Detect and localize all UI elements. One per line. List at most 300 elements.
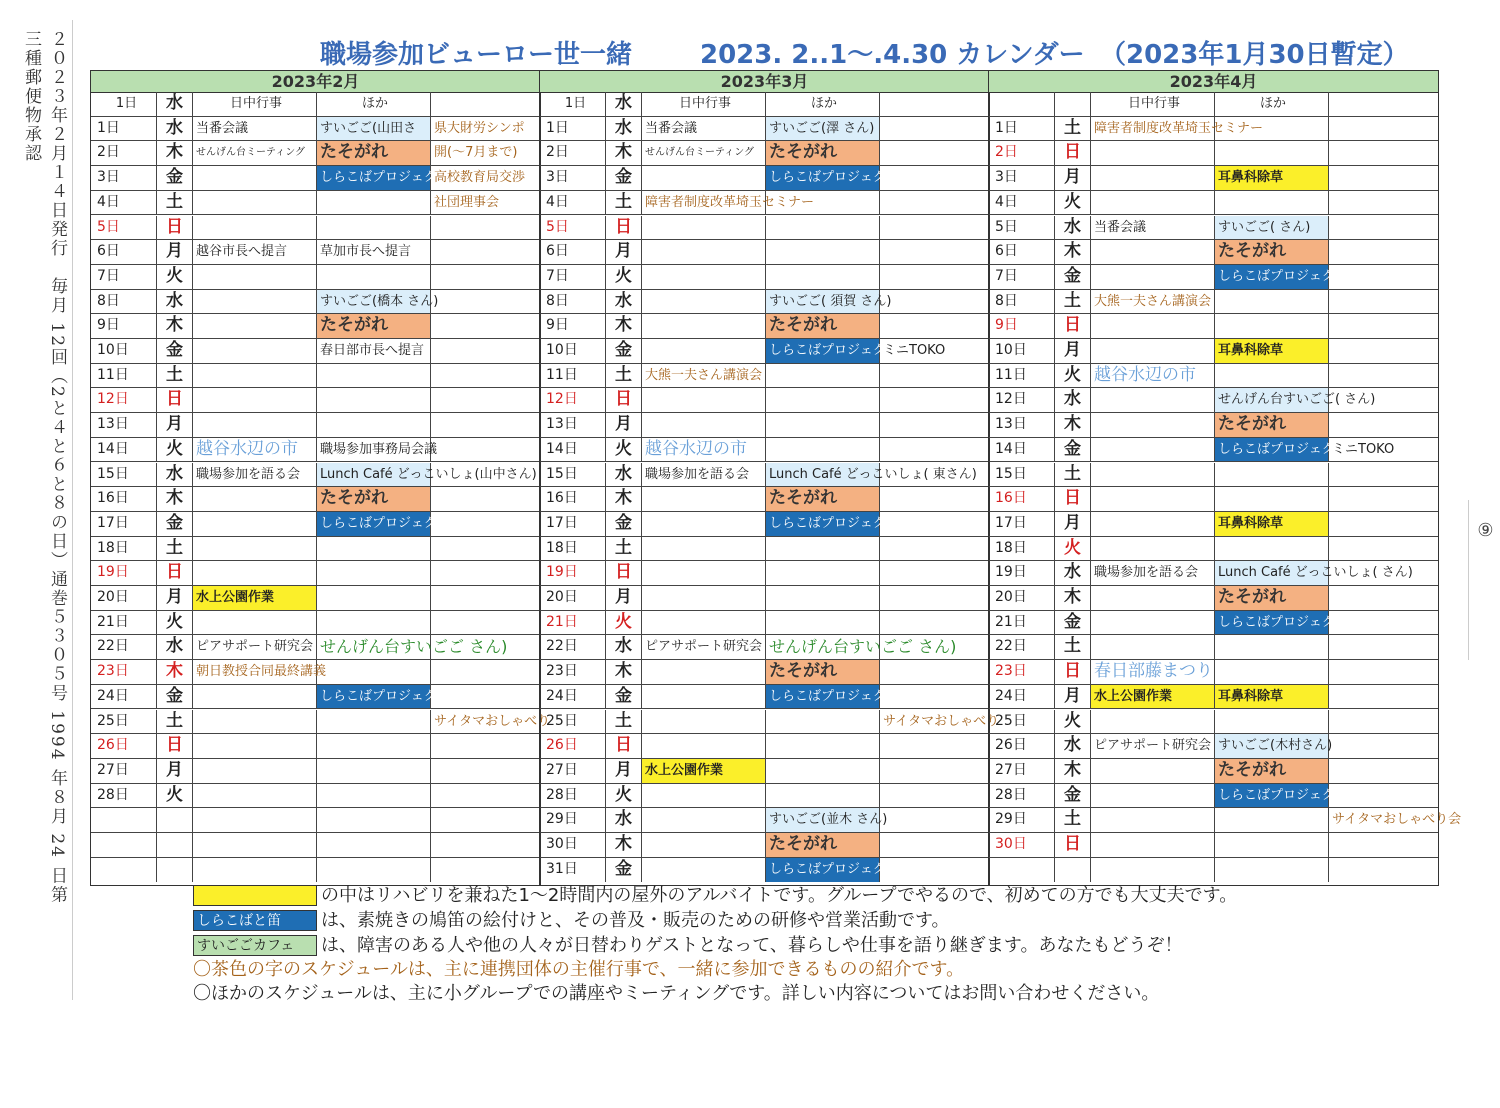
- day-weekday: 月: [1055, 512, 1091, 536]
- day-row: [989, 734, 1438, 759]
- day-date: 25日: [540, 710, 606, 734]
- other-event-extra: 高校教育局交渉: [434, 170, 526, 186]
- day-row: [989, 265, 1438, 290]
- other-event: [1215, 463, 1329, 487]
- other-event-extra: [431, 265, 542, 289]
- daytime-event: [193, 858, 317, 883]
- day-row: [91, 339, 540, 364]
- day-row: [91, 635, 540, 660]
- day-row: [540, 808, 989, 833]
- other-event: しらこばプロジェク: [317, 166, 431, 190]
- other-event-extra: [1329, 660, 1440, 684]
- day-weekday: 金: [606, 685, 642, 709]
- day-weekday: 金: [157, 512, 193, 536]
- day-row: [540, 660, 989, 685]
- day-row: [989, 240, 1438, 265]
- day-date: 26日: [989, 734, 1055, 758]
- day-date: 21日: [91, 611, 157, 635]
- day-weekday: 木: [157, 660, 193, 684]
- daytime-event: [1091, 759, 1215, 783]
- day-date: 3日: [91, 166, 157, 190]
- other-event-extra: [1329, 413, 1440, 437]
- day-date: 4日: [91, 191, 157, 215]
- other-event-extra: [431, 685, 542, 709]
- other-event-extra: [431, 512, 542, 536]
- daytime-event: 春日部藤まつり: [1091, 660, 1215, 684]
- other-event: たそがれ: [317, 487, 431, 511]
- column-header-row: [989, 92, 1438, 117]
- other-event-extra: [880, 265, 991, 289]
- day-date: 10日: [91, 339, 157, 363]
- day-date: 6日: [989, 240, 1055, 264]
- other-event: [766, 734, 880, 758]
- day-date: 8日: [540, 290, 606, 314]
- day-weekday: 木: [157, 314, 193, 338]
- day-weekday: 木: [606, 314, 642, 338]
- day-row: [540, 166, 989, 191]
- daytime-event: [193, 759, 317, 783]
- day-row: [91, 364, 540, 389]
- day-date: 18日: [540, 537, 606, 561]
- day-row: [91, 265, 540, 290]
- day-row: [540, 710, 1000, 735]
- page-number-box: [1468, 500, 1499, 660]
- other-event: [1215, 191, 1329, 215]
- daytime-event: [642, 265, 766, 289]
- other-event: [766, 784, 880, 808]
- day-date: 3日: [989, 166, 1055, 190]
- header-blank: [431, 92, 542, 116]
- day-row: [989, 166, 1438, 191]
- day-date: 4日: [989, 191, 1055, 215]
- provisional-date-note: （2023年1月30日暫定）: [1100, 40, 1409, 70]
- day-weekday: 土: [1055, 117, 1091, 141]
- month-title: 2023年4月: [989, 71, 1438, 93]
- day-date: 13日: [91, 413, 157, 437]
- day-date: 20日: [91, 586, 157, 610]
- day-row: [91, 141, 540, 166]
- day-date: 2日: [91, 141, 157, 165]
- day-date: 1日: [540, 117, 606, 141]
- other-event-extra: [1329, 314, 1440, 338]
- day-weekday: 土: [1055, 808, 1091, 832]
- day-weekday: 土: [1055, 290, 1091, 314]
- day-weekday: 日: [157, 388, 193, 412]
- other-event-extra: [1329, 463, 1440, 487]
- other-event: すいごご(橋本 さん): [317, 290, 431, 314]
- day-weekday: 金: [157, 166, 193, 190]
- day-row: [540, 339, 989, 364]
- day-row: [91, 685, 540, 710]
- day-date: 17日: [989, 512, 1055, 536]
- day-row: [540, 290, 989, 315]
- daytime-event: 朝日教授合同最終講義: [193, 660, 317, 684]
- day-row: [540, 463, 989, 488]
- other-event: [766, 611, 880, 635]
- day-weekday: 月: [157, 759, 193, 783]
- other-event: [317, 216, 431, 240]
- day-row: [540, 635, 989, 660]
- day-weekday: 日: [1055, 141, 1091, 165]
- month-4: [988, 70, 1462, 886]
- other-event-extra: [880, 759, 991, 783]
- daytime-event: [1091, 240, 1215, 264]
- daytime-event: [642, 314, 766, 338]
- other-event-extra: [1329, 858, 1440, 883]
- day-row: [989, 413, 1438, 438]
- day-weekday: 月: [1055, 339, 1091, 363]
- day-row: [91, 388, 540, 413]
- margin-divider: [72, 20, 73, 1000]
- daytime-event: 越谷水辺の市: [642, 438, 766, 462]
- daytime-event: [193, 734, 317, 758]
- day-row: [540, 561, 989, 586]
- other-event: [1215, 364, 1329, 388]
- day-weekday: 土: [1055, 635, 1091, 659]
- day-weekday: 木: [1055, 240, 1091, 264]
- daytime-event: [1091, 141, 1215, 165]
- day-row: [91, 487, 540, 512]
- other-event: しらこばプロジェク: [766, 339, 880, 363]
- daytime-event: [642, 660, 766, 684]
- header-event: 日中行事: [642, 92, 766, 116]
- day-row: [91, 240, 540, 265]
- other-event-extra: [1329, 216, 1440, 240]
- day-date: 15日: [540, 463, 606, 487]
- day-row: [989, 833, 1438, 858]
- daytime-event: 当番会議: [1091, 216, 1215, 240]
- day-weekday: 日: [1055, 660, 1091, 684]
- other-event-extra: [1329, 141, 1440, 165]
- day-row: [91, 117, 540, 142]
- daytime-event: [193, 710, 317, 734]
- day-date: 28日: [989, 784, 1055, 808]
- other-event: すいごご(澤 さん): [766, 117, 880, 141]
- other-event: [766, 537, 880, 561]
- day-row: [989, 314, 1438, 339]
- day-row: [989, 512, 1438, 537]
- organization-title: 職場参加ビューロー世一緒: [320, 40, 633, 70]
- day-weekday: 火: [1055, 710, 1091, 734]
- other-event-extra: [1329, 290, 1440, 314]
- day-row: [540, 438, 989, 463]
- other-event-extra: [431, 561, 542, 585]
- other-event-extra: [880, 808, 991, 832]
- daytime-event: せんげん台ミーティング: [642, 141, 766, 165]
- other-event: [1215, 833, 1329, 857]
- day-row: [540, 858, 989, 883]
- day-row: [989, 537, 1438, 562]
- day-weekday: 日: [606, 216, 642, 240]
- day-row: [540, 413, 989, 438]
- day-weekday: [157, 833, 193, 857]
- day-date: 16日: [91, 487, 157, 511]
- other-event-extra: [1329, 833, 1440, 857]
- day-row: [91, 314, 540, 339]
- day-date: 1日: [989, 117, 1055, 141]
- day-weekday: 水: [1055, 561, 1091, 585]
- daytime-event: [193, 166, 317, 190]
- daytime-event: 職場参加を語る会: [642, 463, 766, 487]
- day-date: 8日: [989, 290, 1055, 314]
- day-date: 15日: [91, 463, 157, 487]
- day-row: [91, 611, 540, 636]
- other-event: [1215, 537, 1329, 561]
- other-event-extra: [431, 314, 542, 338]
- other-event-extra: [431, 388, 542, 412]
- day-row: [91, 290, 540, 315]
- daytime-event: [193, 808, 317, 832]
- calendar-range-title: 2023. 2..1～.4.30 カレンダー: [700, 40, 1085, 70]
- daytime-event: [642, 413, 766, 437]
- day-weekday: 土: [606, 710, 642, 734]
- month-3: [539, 70, 1000, 886]
- other-event: [317, 537, 431, 561]
- other-event-extra: [431, 833, 542, 857]
- other-event: 春日部市長へ提言: [317, 339, 431, 363]
- day-date: 13日: [540, 413, 606, 437]
- day-date: 28日: [540, 784, 606, 808]
- day-row: [91, 858, 540, 883]
- daytime-event: [193, 537, 317, 561]
- other-event-extra: [431, 463, 542, 487]
- other-event: たそがれ: [317, 141, 431, 165]
- other-event-extra: [880, 314, 991, 338]
- other-event: すいごご( 須賀 さん): [766, 290, 880, 314]
- other-event: [317, 265, 431, 289]
- daytime-event: [1091, 833, 1215, 857]
- daytime-event: 越谷市長へ提言: [193, 240, 317, 264]
- other-event-extra: [880, 561, 991, 585]
- other-event: [317, 858, 431, 883]
- day-date: 10日: [540, 339, 606, 363]
- other-event-extra: サイタマおしゃべり: [883, 713, 1000, 729]
- day-row: [989, 339, 1438, 364]
- daytime-event: [193, 339, 317, 363]
- day-date: 5日: [540, 216, 606, 240]
- other-event-extra: [1329, 364, 1440, 388]
- other-event-extra: [431, 537, 542, 561]
- other-event: Lunch Café どっこいしょ(山中さん): [317, 463, 431, 487]
- day-date: 11日: [540, 364, 606, 388]
- daytime-event: [1091, 512, 1215, 536]
- other-event: しらこばプロジェク: [317, 685, 431, 709]
- daytime-event: [1091, 314, 1215, 338]
- day-row: [540, 265, 989, 290]
- day-date: 20日: [540, 586, 606, 610]
- other-event: たそがれ: [766, 487, 880, 511]
- header-blank: [880, 92, 991, 116]
- day-weekday: 月: [606, 240, 642, 264]
- daytime-event: [642, 858, 766, 883]
- day-date: 31日: [540, 858, 606, 883]
- day-row: [989, 710, 1438, 735]
- daytime-event: [1091, 339, 1215, 363]
- day-weekday: 金: [1055, 784, 1091, 808]
- other-event-extra: [880, 463, 991, 487]
- day-date: 3日: [540, 166, 606, 190]
- day-row: [91, 463, 540, 488]
- header-weekday: 水: [157, 92, 193, 116]
- other-event-extra: [880, 734, 991, 758]
- day-date: 9日: [540, 314, 606, 338]
- blue-swatch: しらこばと笛: [193, 910, 317, 931]
- day-date: 29日: [989, 808, 1055, 832]
- other-event-extra: [880, 660, 991, 684]
- day-date: 6日: [540, 240, 606, 264]
- other-event-extra: [431, 635, 542, 659]
- day-row: [91, 784, 540, 809]
- other-event: [317, 388, 431, 412]
- day-row: [989, 216, 1438, 241]
- other-event-extra: [431, 611, 542, 635]
- day-row: [989, 784, 1438, 809]
- day-weekday: 木: [1055, 413, 1091, 437]
- other-event-extra: [880, 635, 991, 659]
- day-row: [989, 635, 1438, 660]
- day-date: 28日: [91, 784, 157, 808]
- other-event-extra: 開(～7月まで): [434, 145, 518, 161]
- daytime-event: [193, 561, 317, 585]
- day-date: 23日: [91, 660, 157, 684]
- day-date: 16日: [540, 487, 606, 511]
- header-date: [989, 92, 1055, 116]
- day-weekday: 水: [157, 117, 193, 141]
- day-date: 8日: [91, 290, 157, 314]
- day-date: 1日: [91, 117, 157, 141]
- day-date: 25日: [91, 710, 157, 734]
- daytime-event: [642, 808, 766, 832]
- day-weekday: 土: [606, 537, 642, 561]
- legend-blue-text: は、素焼きの鳩笛の絵付けと、その普及・販売のための研修や営業活動です。: [321, 910, 950, 931]
- day-date: 9日: [989, 314, 1055, 338]
- other-event: しらこばプロジェク: [1215, 438, 1329, 462]
- daytime-event: [642, 290, 766, 314]
- day-weekday: 火: [157, 784, 193, 808]
- other-event-extra: [1329, 561, 1440, 585]
- other-event: [1215, 487, 1329, 511]
- other-event-extra: [880, 191, 991, 215]
- day-weekday: 火: [157, 611, 193, 635]
- day-weekday: [157, 858, 193, 883]
- month-title: 2023年2月: [91, 71, 540, 93]
- day-date: 27日: [540, 759, 606, 783]
- day-row: [540, 364, 989, 389]
- daytime-event: ピアサポート研究会: [642, 635, 766, 659]
- day-date: 14日: [91, 438, 157, 462]
- daytime-event: [1091, 611, 1215, 635]
- other-event: [766, 759, 880, 783]
- day-row: [989, 561, 1438, 586]
- daytime-event: [642, 388, 766, 412]
- other-event: [317, 561, 431, 585]
- day-row: [540, 611, 989, 636]
- other-event: [1215, 710, 1329, 734]
- day-weekday: 金: [606, 512, 642, 536]
- daytime-event: [642, 784, 766, 808]
- other-event-extra: [880, 166, 991, 190]
- other-event: せんげん台すいごご( さん): [1215, 388, 1329, 412]
- daytime-event: 大熊一夫さん講演会: [1091, 290, 1215, 314]
- other-event: たそがれ: [766, 833, 880, 857]
- other-event-extra: [1329, 265, 1440, 289]
- other-event: [317, 364, 431, 388]
- day-weekday: 日: [157, 734, 193, 758]
- daytime-event: [642, 833, 766, 857]
- daytime-event: [193, 784, 317, 808]
- other-event: しらこばプロジェク: [766, 512, 880, 536]
- legend-green-text: は、障害のある人や他の人々が日替わりゲストとなって、暮らしや仕事を語り継ぎます。あなたもどうぞ！: [321, 935, 1183, 956]
- daytime-event: [642, 710, 766, 734]
- day-date: 22日: [91, 635, 157, 659]
- daytime-event: [193, 413, 317, 437]
- day-weekday: 木: [606, 141, 642, 165]
- day-date: 12日: [540, 388, 606, 412]
- daytime-event: 障害者制度改革埼玉セミナー: [642, 191, 766, 215]
- daytime-event: [642, 166, 766, 190]
- day-weekday: 木: [1055, 586, 1091, 610]
- day-row: [989, 141, 1438, 166]
- day-date: 27日: [91, 759, 157, 783]
- day-weekday: 金: [606, 858, 642, 883]
- other-event-extra: [1329, 388, 1440, 412]
- other-event: [317, 833, 431, 857]
- other-event-extra: [431, 438, 542, 462]
- other-event-extra: [1329, 339, 1440, 363]
- daytime-event: 越谷水辺の市: [1091, 364, 1215, 388]
- other-event: [317, 734, 431, 758]
- day-row: [91, 216, 540, 241]
- day-row: [989, 759, 1438, 784]
- other-event-extra: [431, 216, 542, 240]
- day-weekday: 水: [1055, 216, 1091, 240]
- day-row: [989, 463, 1438, 488]
- day-weekday: 金: [1055, 438, 1091, 462]
- other-event-extra: サイタマおしゃべり: [434, 713, 551, 729]
- yellow-swatch: [193, 885, 317, 906]
- day-weekday: 火: [157, 438, 193, 462]
- daytime-event: [642, 685, 766, 709]
- daytime-event: [1091, 413, 1215, 437]
- day-date: [91, 858, 157, 883]
- daytime-event: [642, 537, 766, 561]
- other-event-extra: [880, 413, 991, 437]
- header-date: 1日: [540, 92, 606, 116]
- other-event-extra: [1329, 240, 1440, 264]
- day-weekday: 水: [606, 808, 642, 832]
- day-row: [91, 413, 540, 438]
- day-weekday: 金: [606, 339, 642, 363]
- day-date: 21日: [989, 611, 1055, 635]
- daytime-event: [1091, 784, 1215, 808]
- other-event-extra: [1329, 191, 1440, 215]
- day-weekday: 月: [606, 759, 642, 783]
- other-event-extra: [880, 364, 991, 388]
- day-date: 12日: [989, 388, 1055, 412]
- day-weekday: 水: [606, 635, 642, 659]
- day-date: 23日: [540, 660, 606, 684]
- day-row: [540, 141, 989, 166]
- day-row: [540, 191, 989, 216]
- other-event-extra: [431, 759, 542, 783]
- day-row: [91, 438, 540, 463]
- other-event-extra: [431, 734, 542, 758]
- daytime-event: [193, 512, 317, 536]
- other-event-extra: [880, 685, 991, 709]
- day-weekday: 土: [157, 364, 193, 388]
- daytime-event: 水上公園作業: [1091, 685, 1215, 709]
- day-weekday: 水: [157, 290, 193, 314]
